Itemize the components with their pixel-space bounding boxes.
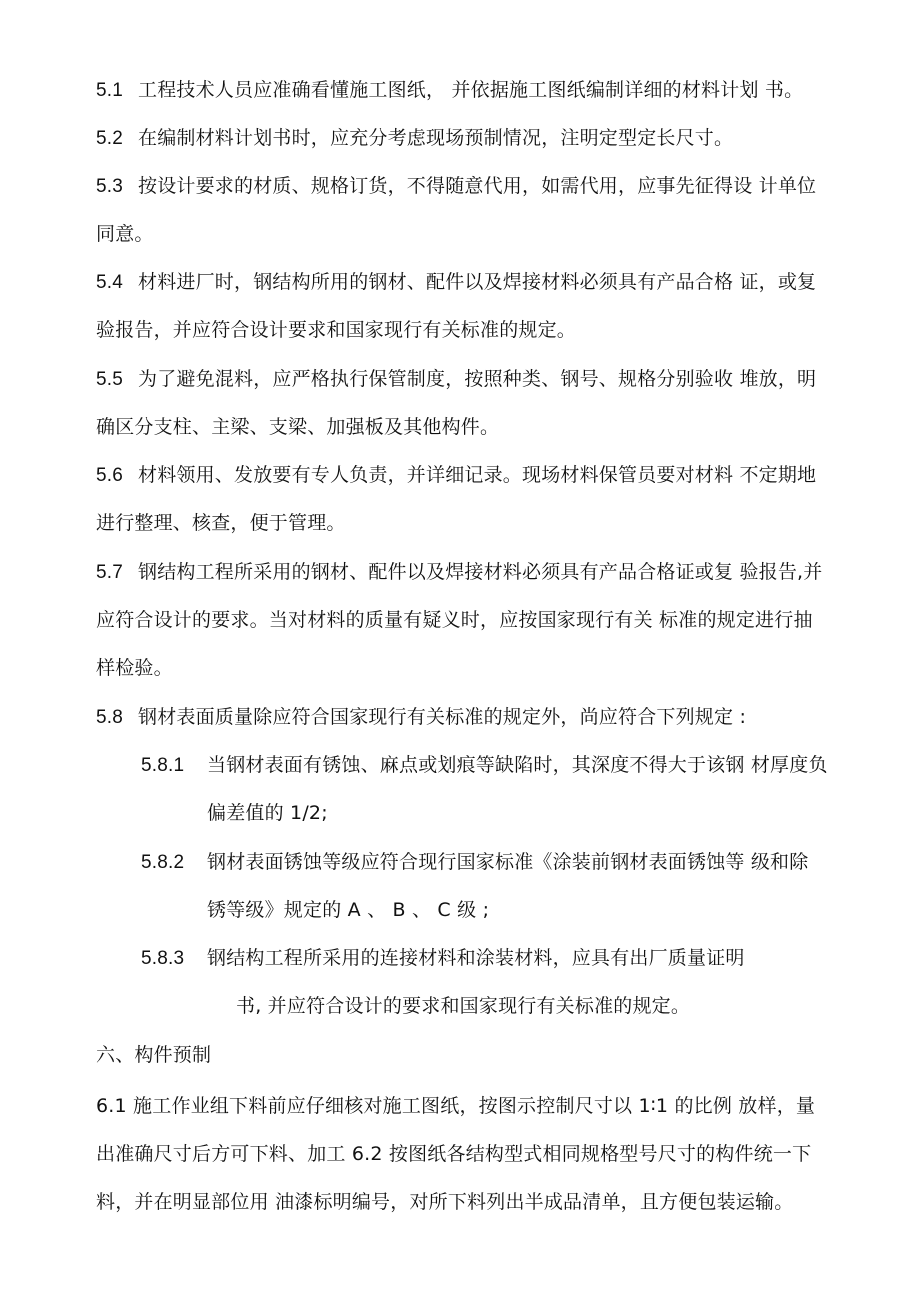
section-paragraph-line: 料，并在明显部位用 油漆标明编号，对所下料列出半成品清单，且方便包装运输。 [96,1191,794,1213]
subparagraph-5-8-1-cont [207,801,328,825]
paragraph-5-7-cont [96,608,813,632]
subparagraph-5-8-3 [141,946,745,971]
item-text: 钢材表面质量除应符合国家现行有关标准的规定外，尚应符合下列规定 : [138,706,747,728]
subitem-number: 5.8.3 [141,948,185,969]
paragraph-5-4 [96,270,816,295]
subitem-number: 5.8.2 [141,852,185,873]
subitem-text-continued: 锈等级》规定的 A 、 B 、 C 级 ; [207,899,490,921]
subitem-number: 5.8.1 [141,755,185,776]
subitem-text: 钢结构工程所采用的连接材料和涂装材料，应具有出厂质量证明 [207,947,745,969]
item-number: 5.1 [96,80,124,101]
paragraph-5-3-cont [96,222,154,246]
paragraph-5-1 [96,78,803,103]
item-number: 5.6 [96,465,124,486]
item-number: 5.7 [96,562,124,583]
item-text: 材料领用、发放要有专人负责，并详细记录。现场材料保管员要对材料 不定期地 [138,464,817,486]
paragraph-5-8 [96,705,746,730]
item-number: 5.3 [96,176,124,197]
item-text-continued: 验报告，并应符合设计要求和国家现行有关标准的规定。 [96,319,577,341]
item-text: 按设计要求的材质、规格订货，不得随意代用，如需代用，应事先征得设 计单位 [138,175,817,197]
paragraph-5-5-cont [96,415,499,439]
item-text-continued: 同意。 [96,223,154,245]
subitem-text-continued: 偏差值的 1/2; [207,802,328,824]
paragraph-5-6 [96,463,816,488]
subparagraph-5-8-1 [141,753,828,778]
paragraph-5-3 [96,174,816,199]
item-text: 材料进厂时，钢结构所用的钢材、配件以及焊接材料必须具有产品合格 证，或复 [138,271,817,293]
item-number: 5.2 [96,128,124,149]
item-text-continued: 应符合设计的要求。当对材料的质量有疑义时，应按国家现行有关 标准的规定进行抽 [96,609,813,631]
item-text: 钢结构工程所采用的钢材、配件以及焊接材料必须具有产品合格证或复 验报告,并 [138,561,823,583]
section-paragraph-line: 6.1 施工作业组下料前应仔细核对施工图纸，按图示控制尺寸以 1∶1 的比例 放样，量 [96,1095,816,1117]
subparagraph-5-8-2 [141,850,808,875]
item-text: 为了避免混料，应严格执行保管制度，按照种类、钢号、规格分别验收 堆放，明 [138,368,817,390]
section-heading: 六、构件预制 [96,1044,212,1066]
item-text-continued: 确区分支柱、主梁、支梁、加强板及其他构件。 [96,416,500,438]
item-text-continued: 进行整理、核查，便于管理。 [96,512,346,534]
subitem-text: 当钢材表面有锈蚀、麻点或划痕等缺陷时，其深度不得大于该钢 材厚度负 [207,754,828,776]
subparagraph-5-8-2-cont [207,898,489,922]
section-paragraph-line: 出准确尺寸后方可下料、加工 6.2 按图纸各结构型式相同规格型号尺寸的构件统一下 [96,1143,812,1165]
paragraph-5-7-cont2 [96,656,173,680]
paragraph-5-7 [96,560,822,585]
item-text-continued: 样检验。 [96,657,173,679]
subitem-text-continued: 书, 并应符合设计的要求和国家现行有关标准的规定。 [236,995,691,1017]
paragraph-5-4-cont [96,318,576,342]
subitem-text: 钢材表面锈蚀等级应符合现行国家标准《涂装前钢材表面锈蚀等 级和除 [207,851,809,873]
item-number: 5.4 [96,272,124,293]
item-number: 5.5 [96,369,124,390]
paragraph-5-5 [96,367,816,392]
paragraph-5-6-cont [96,511,346,535]
item-text: 在编制材料计划书时，应充分考虑现场预制情况，注明定型定长尺寸。 [138,127,734,149]
subparagraph-5-8-3-cont [236,994,690,1018]
item-text: 工程技术人员应准确看懂施工图纸， 并依据施工图纸编制详细的材料计划 书。 [138,79,804,101]
paragraph-5-2 [96,126,733,151]
item-number: 5.8 [96,707,124,728]
